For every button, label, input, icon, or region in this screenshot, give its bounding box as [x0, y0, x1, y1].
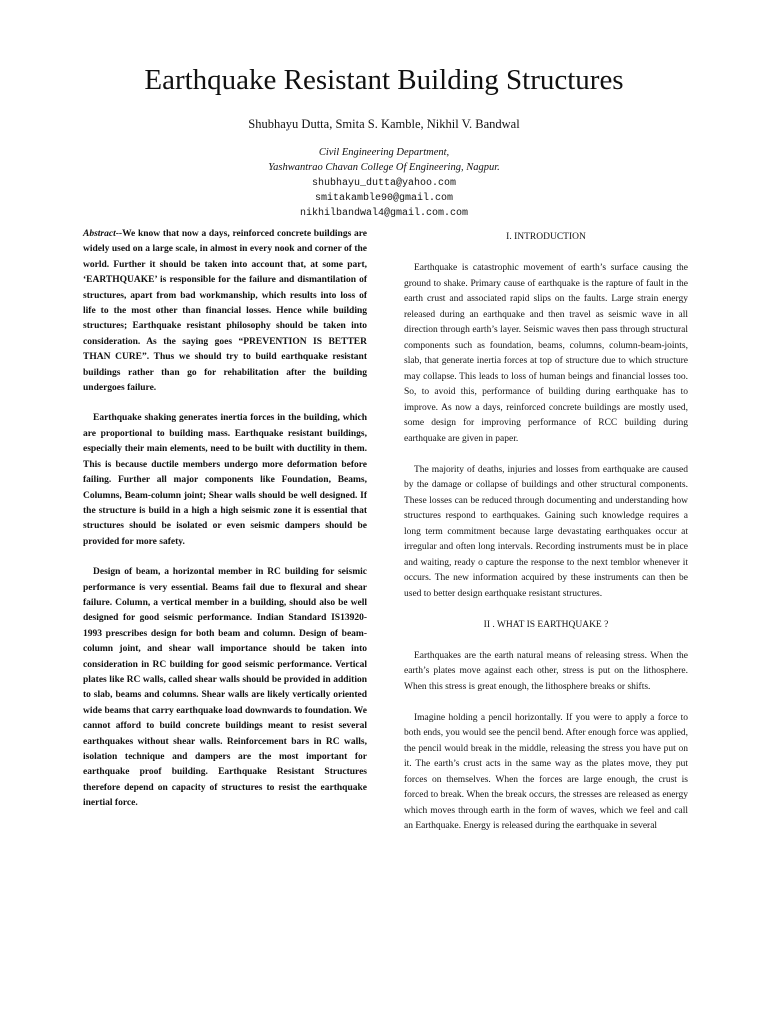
email-list	[0, 176, 768, 221]
email-2[interactable]: smitakamble90@gmail.com	[314, 193, 454, 204]
left-paragraph-2: Earthquake shaking generates inertia forces in the building, which are proportional to building mass. Earthquake resistant buildings, especially their main elements, need to be built with ductility in them. This is because ductile members undergo more deformation before failing. Further all major components like Foundation, Beams, Columns, Beam-column joint; Shear walls should be well designed. If the structure is build in a high a high seismic zone it is essential that structures should be isolated or even seismic dampers should be provided for more safety.	[83, 413, 367, 547]
paper-title: Earthquake Resistant Building Structures	[144, 64, 624, 96]
affiliation	[0, 145, 768, 175]
intro-paragraph-2: The majority of deaths, injuries and losses from earthquake are caused by the damage or collapse of buildings and other structural components. These losses can be reduced through documenting and understanding how structures respond to earthquakes. Gaining such knowledge requires a long term commitment because large devastating earthquakes occur at irregular and often long intervals. Recording instruments must be in place and waiting, ready o capture the response to the next temblor whenever it occurs. The new information acquired by these instruments can then be used to better design earthquake resistant structures.	[404, 464, 688, 599]
intro-paragraph-1: Earthquake is catastrophic movement of earth’s surface causing the ground to shake. Primary cause of earthquake is the rapture of fault in the earth crust and associated rapid slips on the faults. Large strain energy released during an earthquake and then travel as seismic wave in all direction through earth’s layer. Seismic waves then pass through structural components such as foundation, beams, columns, column-beam-joints, slab, that generate inertia forces at top of structure due to which structure may collapse. This leads to loss of human beings and financial losses too. So, to avoid this, performance of building during earthquake has to improve. As now a days, reinforced concrete buildings are mostly used, some design for improving performance of RCC building during earthquake are given in paper.	[404, 263, 688, 444]
email-1[interactable]: shubhayu_dutta@yahoo.com	[311, 178, 457, 189]
abstract-label: Abstract	[83, 229, 116, 239]
author-list: Shubhayu Dutta, Smita S. Kamble, Nikhil V. Bandwal	[248, 117, 520, 131]
affiliation-department: Civil Engineering Department,	[318, 147, 450, 158]
earthquake-paragraph-1: Earthquakes are the earth natural means of releasing stress. When the earth’s plates move against each other, stress is put on the lithosphere. When this stress is great enough, the lithosphere breaks or shifts.	[404, 650, 688, 692]
abstract-paragraph	[83, 227, 367, 396]
email-3[interactable]: nikhilbandwal4@gmail.com.com	[299, 208, 469, 219]
earthquake-paragraph-2: Imagine holding a pencil horizontally. If you were to apply a force to both ends, you would see the pencil bend. After enough force was applied, the pencil would break in the middle, releasing the stress you have put on it. The earth’s crust acts in the same way as the plates move, they put forces on themselves. When the forces are large enough, the crust is forced to break. When the break occurs, the stresses are released as energy which moves through earth in the form of waves, which we feel and call an Earthquake. Energy is released during the earthquake in several	[404, 712, 688, 831]
abstract-dash: --	[115, 229, 123, 239]
abstract-text: We know that now a days, reinforced concrete buildings are widely used on a large scale, in almost in every nook and corner of the world. Further it should be taken into account that, at some part, ‘EARTHQUAKE’ is responsible for the failure and dismantilation of structures, apart from bad workmanship, which results into loss of life to the most other than financial losses. Hence while building structures; Earthquake resistant philosophy should be taken into consideration. As the saying goes “PREVENTION IS BETTER THAN CURE”. Thus we should try to build earthquake resistant buildings rather than go for rehabilitation after the building undergoes failure.	[83, 229, 367, 394]
affiliation-college: Yashwantrao Chavan College Of Engineering, Nagpur.	[268, 162, 500, 173]
section-heading-introduction: I. INTRODUCTION	[506, 232, 586, 242]
left-column	[83, 227, 367, 812]
section-heading-what-is-earthquake: II . WHAT IS EARTHQUAKE ?	[483, 619, 609, 630]
left-paragraph-3: Design of beam, a horizontal member in RC building for seismic performance is very essential. Beams fail due to flexural and shear failure. Column, a vertical member in a building, should also be well designed for good seismic performance. Indian Standard IS13920-1993 prescribes design for both beam and column. Design of beam-column joint, and shear wall importance should be taken into consideration in RC building for good seismic performance. Vertical plates like RC walls, called shear walls should be provided in addition to slab, beams and columns. Shear walls are likely vertically oriented wide beams that carry earthquake load downwards to foundation. We cannot afford to build concrete buildings meant to resist several earthquakes without shear walls. Reinforcement bars in RC walls, isolation technique and dampers are the most important for earthquake proof building. Earthquake Resistant Structures therefore depend on capacity of structures to resist the earthquake inertial force.	[83, 567, 367, 809]
right-column	[404, 230, 688, 835]
